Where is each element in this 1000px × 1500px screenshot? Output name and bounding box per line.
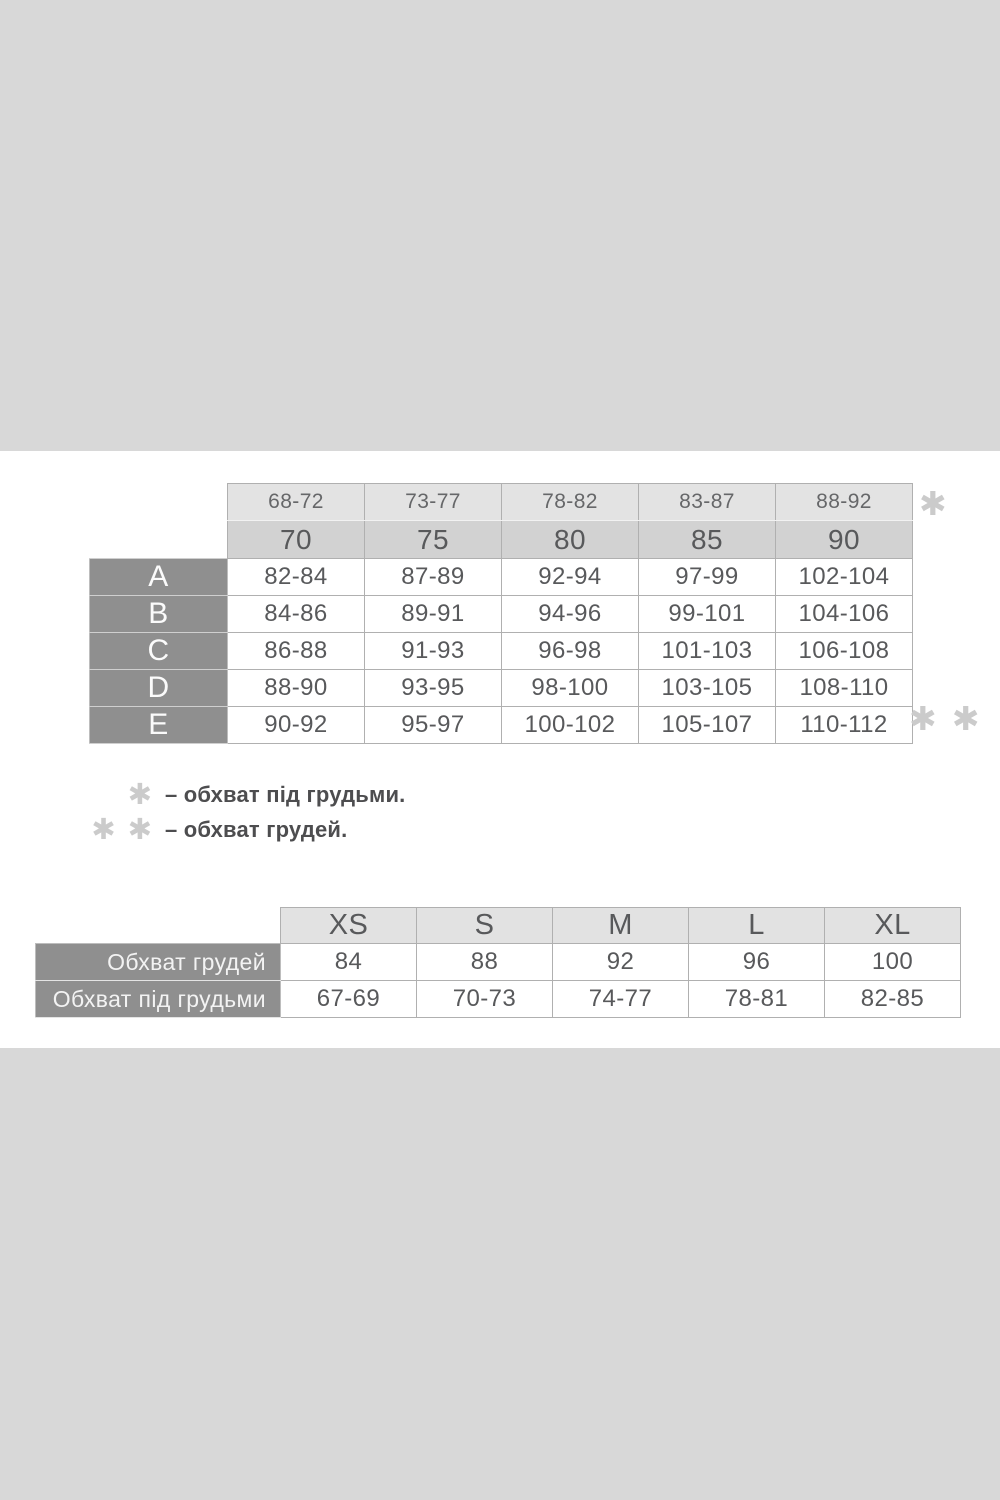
size-header-cell: M bbox=[553, 908, 689, 944]
legend-underbust-text: – обхват під грудьми. bbox=[165, 782, 406, 807]
size-header-cell: XS bbox=[281, 908, 417, 944]
table-corner-blank bbox=[90, 484, 228, 559]
top-gray-band bbox=[0, 0, 1000, 451]
bust-range-cell: 94-96 bbox=[502, 596, 639, 633]
underbust-range-row bbox=[90, 484, 913, 521]
legend-bust bbox=[86, 813, 347, 847]
bust-range-cell: 110-112 bbox=[776, 707, 913, 744]
bust-range-cell: 108-110 bbox=[776, 670, 913, 707]
cup-label: A bbox=[90, 559, 228, 596]
bust-range-cell: 89-91 bbox=[365, 596, 502, 633]
double-asterisk-icon: ✱ ✱ bbox=[91, 813, 152, 846]
bust-range-cell: 88-90 bbox=[228, 670, 365, 707]
bust-value-cell: 96 bbox=[689, 944, 825, 981]
size-header-cell: L bbox=[689, 908, 825, 944]
bust-range-cell: 86-88 bbox=[228, 633, 365, 670]
bust-double-asterisk-icon: ✱ ✱ bbox=[909, 700, 980, 737]
band-size-cell: 70 bbox=[228, 521, 365, 559]
bust-range-cell: 87-89 bbox=[365, 559, 502, 596]
bust-range-cell: 90-92 bbox=[228, 707, 365, 744]
bust-range-cell: 106-108 bbox=[776, 633, 913, 670]
row-label: Обхват грудей bbox=[36, 944, 281, 981]
bust-range-cell: 95-97 bbox=[365, 707, 502, 744]
bust-value-cell: 88 bbox=[417, 944, 553, 981]
bust-value-cell: 100 bbox=[825, 944, 961, 981]
underbust-range-cell: 78-82 bbox=[502, 484, 639, 521]
underbust-range-cell: 68-72 bbox=[228, 484, 365, 521]
bust-range-cell: 97-99 bbox=[639, 559, 776, 596]
bust-range-cell: 103-105 bbox=[639, 670, 776, 707]
cup-label: B bbox=[90, 596, 228, 633]
cup-label: C bbox=[90, 633, 228, 670]
underbust-range-cell: 83-87 bbox=[639, 484, 776, 521]
band-size-cell: 80 bbox=[502, 521, 639, 559]
cup-row-e bbox=[90, 707, 913, 744]
bust-range-cell: 99-101 bbox=[639, 596, 776, 633]
bust-range-cell: 91-93 bbox=[365, 633, 502, 670]
bottom-gray-band bbox=[0, 1048, 1000, 1500]
bust-range-cell: 98-100 bbox=[502, 670, 639, 707]
bust-value-cell: 92 bbox=[553, 944, 689, 981]
bust-row bbox=[36, 944, 961, 981]
underbust-value-cell: 74-77 bbox=[553, 981, 689, 1018]
underbust-range-cell: 73-77 bbox=[365, 484, 502, 521]
bust-range-cell: 92-94 bbox=[502, 559, 639, 596]
letter-size-table bbox=[35, 907, 961, 1018]
legend-underbust bbox=[86, 778, 406, 812]
size-header-cell: S bbox=[417, 908, 553, 944]
underbust-value-cell: 70-73 bbox=[417, 981, 553, 1018]
underbust-value-cell: 82-85 bbox=[825, 981, 961, 1018]
underbust-value-cell: 67-69 bbox=[281, 981, 417, 1018]
asterisk-icon: ✱ bbox=[127, 778, 152, 811]
size-header-row bbox=[36, 908, 961, 944]
cup-row-d bbox=[90, 670, 913, 707]
bust-range-cell: 105-107 bbox=[639, 707, 776, 744]
cup-row-c bbox=[90, 633, 913, 670]
legend-bust-text: – обхват грудей. bbox=[165, 817, 348, 842]
bust-range-cell: 104-106 bbox=[776, 596, 913, 633]
row-label: Обхват під грудьми bbox=[36, 981, 281, 1018]
size-header-cell: XL bbox=[825, 908, 961, 944]
bust-range-cell: 84-86 bbox=[228, 596, 365, 633]
cup-label: E bbox=[90, 707, 228, 744]
bust-range-cell: 100-102 bbox=[502, 707, 639, 744]
underbust-range-cell: 88-92 bbox=[776, 484, 913, 521]
bust-range-cell: 102-104 bbox=[776, 559, 913, 596]
table-corner-blank bbox=[36, 908, 281, 944]
bust-value-cell: 84 bbox=[281, 944, 417, 981]
bust-range-cell: 82-84 bbox=[228, 559, 365, 596]
bust-range-cell: 96-98 bbox=[502, 633, 639, 670]
cup-label: D bbox=[90, 670, 228, 707]
band-size-cell: 85 bbox=[639, 521, 776, 559]
underbust-asterisk-icon: ✱ bbox=[919, 485, 947, 522]
bust-range-cell: 101-103 bbox=[639, 633, 776, 670]
underbust-value-cell: 78-81 bbox=[689, 981, 825, 1018]
cup-row-b bbox=[90, 596, 913, 633]
cup-row-a bbox=[90, 559, 913, 596]
bust-range-cell: 93-95 bbox=[365, 670, 502, 707]
band-size-cell: 90 bbox=[776, 521, 913, 559]
underbust-row bbox=[36, 981, 961, 1018]
bra-size-table bbox=[89, 483, 913, 744]
band-size-cell: 75 bbox=[365, 521, 502, 559]
